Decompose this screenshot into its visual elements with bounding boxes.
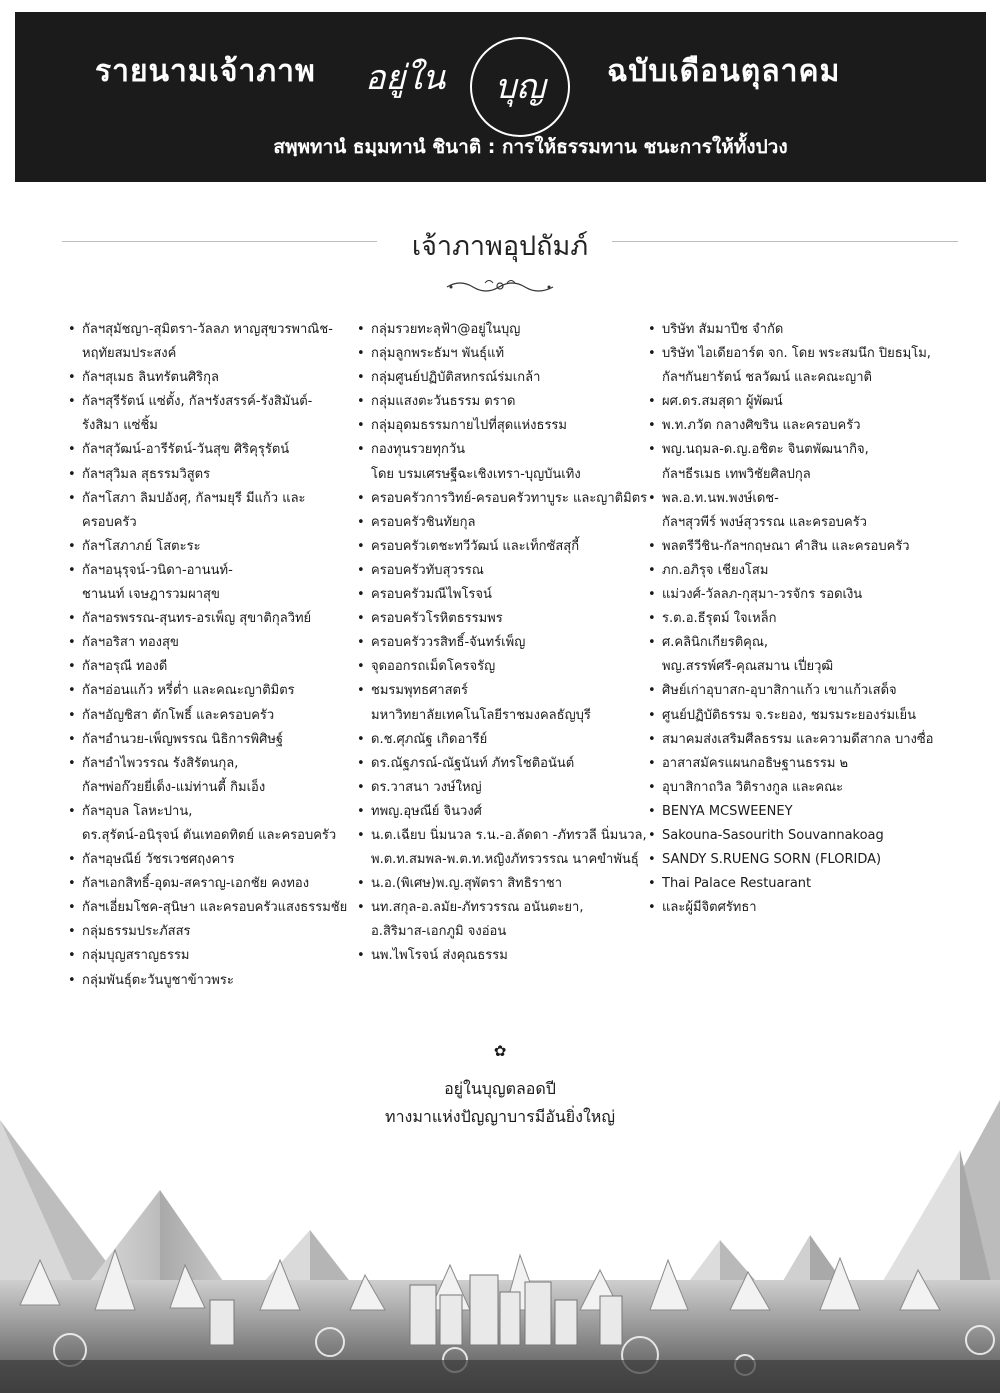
sponsor-list-item xyxy=(68,438,358,462)
sponsor-name-line: • กัลฯอริสา ทองสุข xyxy=(82,635,179,651)
sponsor-list-item xyxy=(648,438,948,486)
sponsor-list-item xyxy=(68,944,358,968)
sponsor-list-item xyxy=(357,583,649,607)
sponsor-name-line: • Thai Palace Restuarant xyxy=(662,876,812,892)
sponsor-name-line: • พ.ท.ภวัต กลางศิขริน และครอบครัว xyxy=(662,418,861,434)
sponsor-name-line: • และผู้มีจิตศรัทธา xyxy=(662,900,757,916)
banner-title-left: รายนามเจ้าภาพ xyxy=(95,54,316,89)
sponsor-list-item xyxy=(68,463,358,487)
sponsor-list-item xyxy=(357,776,649,800)
sponsor-name-line: • ศูนย์ปฏิบัติธรรม จ.ระยอง, ชมรมระยองร่มเย็น xyxy=(662,707,916,723)
section-title: เจ้าภาพอุปถัมภ์ xyxy=(411,231,589,262)
sponsor-name-line: • กัลฯอุบล โลหะปาน, xyxy=(82,803,193,819)
sponsor-list-item xyxy=(648,704,948,728)
sponsor-name-line: • ครอบครัวทับสุวรรณ xyxy=(371,562,484,578)
sponsor-list-item xyxy=(648,559,948,583)
banner-subtitle: สพฺพทานํ ธมฺมทานํ ชินาติ : การให้ธรรมทาน ชนะการให้ทั้งปวง xyxy=(273,136,788,158)
sponsor-name-line: • กลุ่มพันธุ์ตะวันบูชาข้าวพระ xyxy=(82,972,234,988)
sponsor-list-item xyxy=(357,438,649,486)
sponsor-name-line: • น.ต.เฉียบ นิ่มนวล ร.น.-อ.ลัดดา -ภัทรวลี นิ่มนวล, xyxy=(371,827,647,843)
sponsor-list-item xyxy=(357,607,649,631)
sponsor-name-line: • กัลฯสุมัชญา-สุมิตรา-วัลลภ หาญสุขวรพาณิช- xyxy=(82,322,333,337)
closing-line-2: ทางมาแห่งปัญญาบารมีอันยิ่งใหญ่ xyxy=(385,1107,615,1126)
sponsor-list-item xyxy=(357,342,649,366)
sponsor-name-line: • จุดออกรถเม็ดโครจรัญ xyxy=(371,659,496,675)
sponsor-name-line: • อุบาสิกาถวิล วิติรางกูล และคณะ xyxy=(662,779,844,795)
sponsor-name-line: • ครอบครัวการวิทย์-ครอบครัวทาบูระ และญาติมิตร xyxy=(371,490,648,506)
sponsor-column-1 xyxy=(68,318,358,993)
banner-title-right: ฉบับเดือนตุลาคม xyxy=(607,54,841,89)
sponsor-name-line: • ดร.ณัฐภรณ์-ณัฐนันท์ ภัทรโชติอนันต์ xyxy=(371,755,575,771)
logo-circle xyxy=(470,37,570,137)
sponsor-name-line: • น.อ.(พิเศษ)พ.ญ.สุพัตรา สิทธิราชา xyxy=(371,876,563,892)
sponsor-list-item xyxy=(357,366,649,390)
sponsor-name-line: • นพ.ไพโรจน์ ส่งคุณธรรม xyxy=(371,948,508,964)
sponsor-name-line: • กัลฯโสภา ลิมปอังศุ, กัลฯมยุรี มีแก้ว และครอบครัว xyxy=(82,490,306,530)
sponsor-name-line: • กลุ่มรวยทะลุฟ้า@อยู่ในบุญ xyxy=(371,322,521,337)
sponsor-list-item xyxy=(648,342,948,390)
sponsor-name-line: • SANDY S.RUENG SORN (FLORIDA) xyxy=(662,852,882,868)
sponsor-name-line: • กัลฯอัญชิสา ตักโพธิ์ และครอบครัว xyxy=(82,707,275,723)
sponsor-name-line: พญ.สรรพ์ศรี-คุณสมาน เปี่ยวุฒิ xyxy=(662,659,834,675)
sponsor-list-item xyxy=(648,631,948,679)
sponsor-list-item xyxy=(68,704,358,728)
sponsor-list-item xyxy=(68,896,358,920)
sponsor-name-line: • กลุ่มลูกพระธัมฯ พันธุ์แท้ xyxy=(371,346,505,362)
sponsor-list-item xyxy=(357,511,649,535)
sponsor-name-line: • กัลฯอำไพวรรณ รังสิรัตนกุล, xyxy=(82,755,239,771)
sponsor-name-line: • ผศ.ดร.สมสุดา ผู้พัฒน์ xyxy=(662,394,783,410)
sponsor-list-item xyxy=(648,414,948,438)
sponsor-name-line: • BENYA MCSWEENEY xyxy=(662,803,793,819)
sponsor-name-line: • ครอบครัวมณีไพโรจน์ xyxy=(371,587,492,603)
sponsor-name-line: • บริษัท สัมมาปีช จำกัด xyxy=(662,322,784,337)
sponsor-list-item xyxy=(357,559,649,583)
sponsor-name-line: • กัลฯสุรีรัตน์ แซ่ตั้ง, กัลฯรังสรรค์-รังสิมันต์- xyxy=(82,394,313,410)
sponsor-name-line: • กัลฯอำนวย-เพ็ญพรรณ นิธิการพิศิษฐ์ xyxy=(82,731,284,747)
sponsor-name-line: • กลุ่มแสงตะวันธรรม ตราด xyxy=(371,394,516,410)
sponsor-name-line: กัลฯธีรเมธ เทพวิชัยศิลปกุล xyxy=(662,466,811,482)
sponsor-list-item xyxy=(357,728,649,752)
sponsor-name-line: • ชมรมพุทธศาสตร์ xyxy=(371,683,468,699)
sponsor-list-item xyxy=(357,631,649,655)
sponsor-name-line: • กัลฯสุวิมล สุธรรมวิสูตร xyxy=(82,466,211,482)
sponsor-name-line: • ดร.วาสนา วงษ์ใหญ่ xyxy=(371,779,482,795)
sponsor-list-item xyxy=(648,583,948,607)
sponsor-name-line: • กัลฯสุวัฒน์-อารีรัตน์-วันสุข ศิริคุรุรัตน์ xyxy=(82,442,290,458)
sponsor-name-line: ชานนท์ เจษฎารวมผาสุข xyxy=(82,587,220,603)
sponsor-list-item xyxy=(648,776,948,800)
sponsor-list-item xyxy=(357,318,649,342)
sponsor-name-line: • กัลฯโสภาภย์ โสตะระ xyxy=(82,538,201,554)
sponsor-name-line: • พล.อ.ท.นพ.พงษ์เดช- xyxy=(662,490,779,506)
sponsor-list-item xyxy=(357,535,649,559)
sponsor-name-line: • นท.สกุล-อ.ลมัย-ภัทรวรรณ อนันตะยา, xyxy=(371,900,584,916)
sponsor-name-line: • กัลฯสุเมธ ลินทรัตนศิริกุล xyxy=(82,370,219,386)
sponsor-name-line: • กัลฯเอกสิทธิ์-อุดม-สคราญ-เอกชัย คงทอง xyxy=(82,876,310,892)
sponsor-name-line: • แม่วงศ์-วัลลภ-กุสุมา-วรจักร รอดเงิน xyxy=(662,587,863,603)
sponsor-list-item xyxy=(357,414,649,438)
sponsor-list-item xyxy=(648,752,948,776)
sponsor-name-line: • ครอบครัวเตชะทวีวัฒน์ และเท็กซัสสุกี้ xyxy=(371,538,580,554)
sponsor-name-line: ดร.สุรัตน์-อนิรุจน์ ตันเทอดทิตย์ และครอบครัว xyxy=(82,827,337,843)
sponsor-name-line: • ภก.อภิรุจ เชียงโสม xyxy=(662,562,769,578)
sponsor-name-line: • กองทุนรวยทุกวัน xyxy=(371,442,466,458)
closing-line-1: อยู่ในบุญตลอดปี xyxy=(444,1079,556,1098)
sponsor-name-line: • อาสาสมัครแผนกอธิษฐานธรรม ๒ xyxy=(662,755,849,771)
sponsor-name-line: กัลฯพ่อก๊วยยี่เด็ง-แม่ท่านตี้ กิมเอ็ง xyxy=(82,779,266,795)
sponsor-name-line: • ด.ช.ศุภณัฐ เกิดอารีย์ xyxy=(371,731,488,747)
sponsor-list-item xyxy=(68,535,358,559)
sponsor-name-line: รังสิมา แซ่ชิ้ม xyxy=(82,418,158,434)
sponsor-list-item xyxy=(68,872,358,896)
sponsor-name-line: มหาวิทยาลัยเทคโนโลยีราชมงคลธัญบุรี xyxy=(371,707,591,723)
sponsor-list-item xyxy=(68,800,358,848)
sponsor-column-3 xyxy=(648,318,948,920)
sponsor-name-line: • กัลฯอรพรรณ-สุนทร-อรเพ็ญ สุขาติกุลวิทย์ xyxy=(82,611,312,627)
sponsor-list-item xyxy=(648,487,948,535)
sponsor-name-line: • ศิษย์เก่าอุบาสก-อุบาสิกาแก้ว เขาแก้วเสด็จ xyxy=(662,683,897,699)
sponsor-name-line: • บริษัท ไอเดียอาร์ต จก. โดย พระสมนึก ปิยธมฺโม, xyxy=(662,346,931,362)
sponsor-list-item xyxy=(648,679,948,703)
sponsor-name-line: • พญ.นฤมล-ด.ญ.อชิตะ จินตพัฒนากิจ, xyxy=(662,442,869,458)
sponsor-list-item xyxy=(648,728,948,752)
sponsor-list-item xyxy=(68,848,358,872)
sponsor-name-line: • พลตรีวีชิน-กัลฯกฤษณา คำสิน และครอบครัว xyxy=(662,538,910,554)
sponsor-name-line: • กลุ่มอุดมธรรมกายไปที่สุดแห่งธรรม xyxy=(371,418,567,434)
sponsor-list-item xyxy=(648,390,948,414)
sponsor-name-line: กัลฯกันยารัตน์ ชลวัฒน์ และคณะญาติ xyxy=(662,370,872,386)
sponsor-list-item xyxy=(357,655,649,679)
sponsor-name-line: พ.ต.ท.สมพล-พ.ต.ท.หญิงภัทรวรรณ นาคขำพันธุ์ xyxy=(371,852,639,868)
sponsor-list-item xyxy=(357,824,649,872)
sponsor-name-line: • กัลฯอรุณี ทองดี xyxy=(82,659,168,675)
sponsor-name-line: หฤทัยสมประสงค์ xyxy=(82,346,177,362)
sponsor-name-line: อ.สิริมาส-เอกภูมิ จงอ่อน xyxy=(371,924,507,940)
sponsor-list-item xyxy=(68,487,358,535)
sponsor-list-item xyxy=(648,824,948,848)
sponsor-name-line: • กลุ่มธรรมประภัสสร xyxy=(82,924,191,940)
sponsor-name-line: • สมาคมส่งเสริมศีลธรรม และความดีสากล บางซื่อ xyxy=(662,731,934,747)
sponsor-list-item xyxy=(648,848,948,872)
logo-circle-text: บุญ xyxy=(494,67,546,107)
sponsor-list-item xyxy=(357,896,649,944)
sponsor-list-item xyxy=(648,607,948,631)
sponsor-name-line: • ศ.คลินิกเกียรติคุณ, xyxy=(662,635,769,651)
sponsor-list-item xyxy=(68,366,358,390)
sponsor-name-line: • ครอบครัวโรหิตธรรมพร xyxy=(371,611,503,627)
sponsor-list-item xyxy=(648,896,948,920)
sponsor-list-item xyxy=(648,800,948,824)
sponsor-list-item xyxy=(68,920,358,944)
logo-word: อยู่ใน xyxy=(365,58,446,98)
sponsor-list-item xyxy=(68,728,358,752)
sponsor-name-line: • ร.ต.อ.ธีรุตม์ ใจเหล็ก xyxy=(662,611,777,627)
sponsor-name-line: • กัลฯอุษณีย์ วัชรเวชศฤงคาร xyxy=(82,852,235,868)
sponsor-list-item xyxy=(68,679,358,703)
sponsor-name-line: • ครอบครัวชินทัยกุล xyxy=(371,514,476,530)
sponsor-list-item xyxy=(68,655,358,679)
sponsor-list-item xyxy=(68,607,358,631)
header-banner xyxy=(15,12,986,182)
sponsor-list-item xyxy=(648,318,948,342)
sponsor-list-item xyxy=(357,872,649,896)
flower-ornament-icon: ✿ xyxy=(493,1042,507,1060)
sponsor-list-item xyxy=(648,535,948,559)
sponsor-list-item xyxy=(68,559,358,607)
sponsor-name-line: • กัลฯอ่อนแก้ว หรี่ต่ำ และคณะญาติมิตร xyxy=(82,683,295,699)
sponsor-name-line: กัลฯสุวพีร์ พงษ์สุวรรณ และครอบครัว xyxy=(662,514,867,530)
sponsor-name-line: • กัลฯเอี่ยมโชค-สุนิษา และครอบครัวแสงธรรมชัย xyxy=(82,900,348,916)
sponsor-name-line: • กลุ่มศูนย์ปฏิบัติสหกรณ์ร่มเกล้า xyxy=(371,370,541,386)
sponsor-column-2 xyxy=(357,318,649,969)
sponsor-list-item xyxy=(357,800,649,824)
sponsor-list-item xyxy=(68,969,358,993)
sponsor-list-item xyxy=(68,752,358,800)
sponsor-list-item xyxy=(68,631,358,655)
sponsor-list-item xyxy=(357,679,649,727)
sponsor-list-item xyxy=(68,390,358,438)
sponsor-list-item xyxy=(357,752,649,776)
flourish-ornament-icon xyxy=(445,277,555,295)
sponsor-list-item xyxy=(648,872,948,896)
sponsor-name-line: • กัลฯอนุรุจน์-วนิดา-อานนท์- xyxy=(82,562,233,578)
sponsor-name-line: • ทพญ.อุษณีย์ จินวงศ์ xyxy=(371,803,482,819)
sponsor-list-item xyxy=(68,318,358,366)
sponsor-list-item xyxy=(357,487,649,511)
sponsor-name-line: • ครอบครัววรสิทธิ์-จันทร์เพ็ญ xyxy=(371,635,526,651)
sponsor-name-line: โดย บรมเศรษฐีฉะเชิงเทรา-บุญบันเทิง xyxy=(371,466,581,482)
sponsor-name-line: • กลุ่มบุญสราญธรรม xyxy=(82,948,190,964)
sponsor-list-item xyxy=(357,944,649,968)
sponsor-name-line: • Sakouna-Sasourith Souvannakoag xyxy=(662,827,884,843)
sponsor-list-item xyxy=(357,390,649,414)
